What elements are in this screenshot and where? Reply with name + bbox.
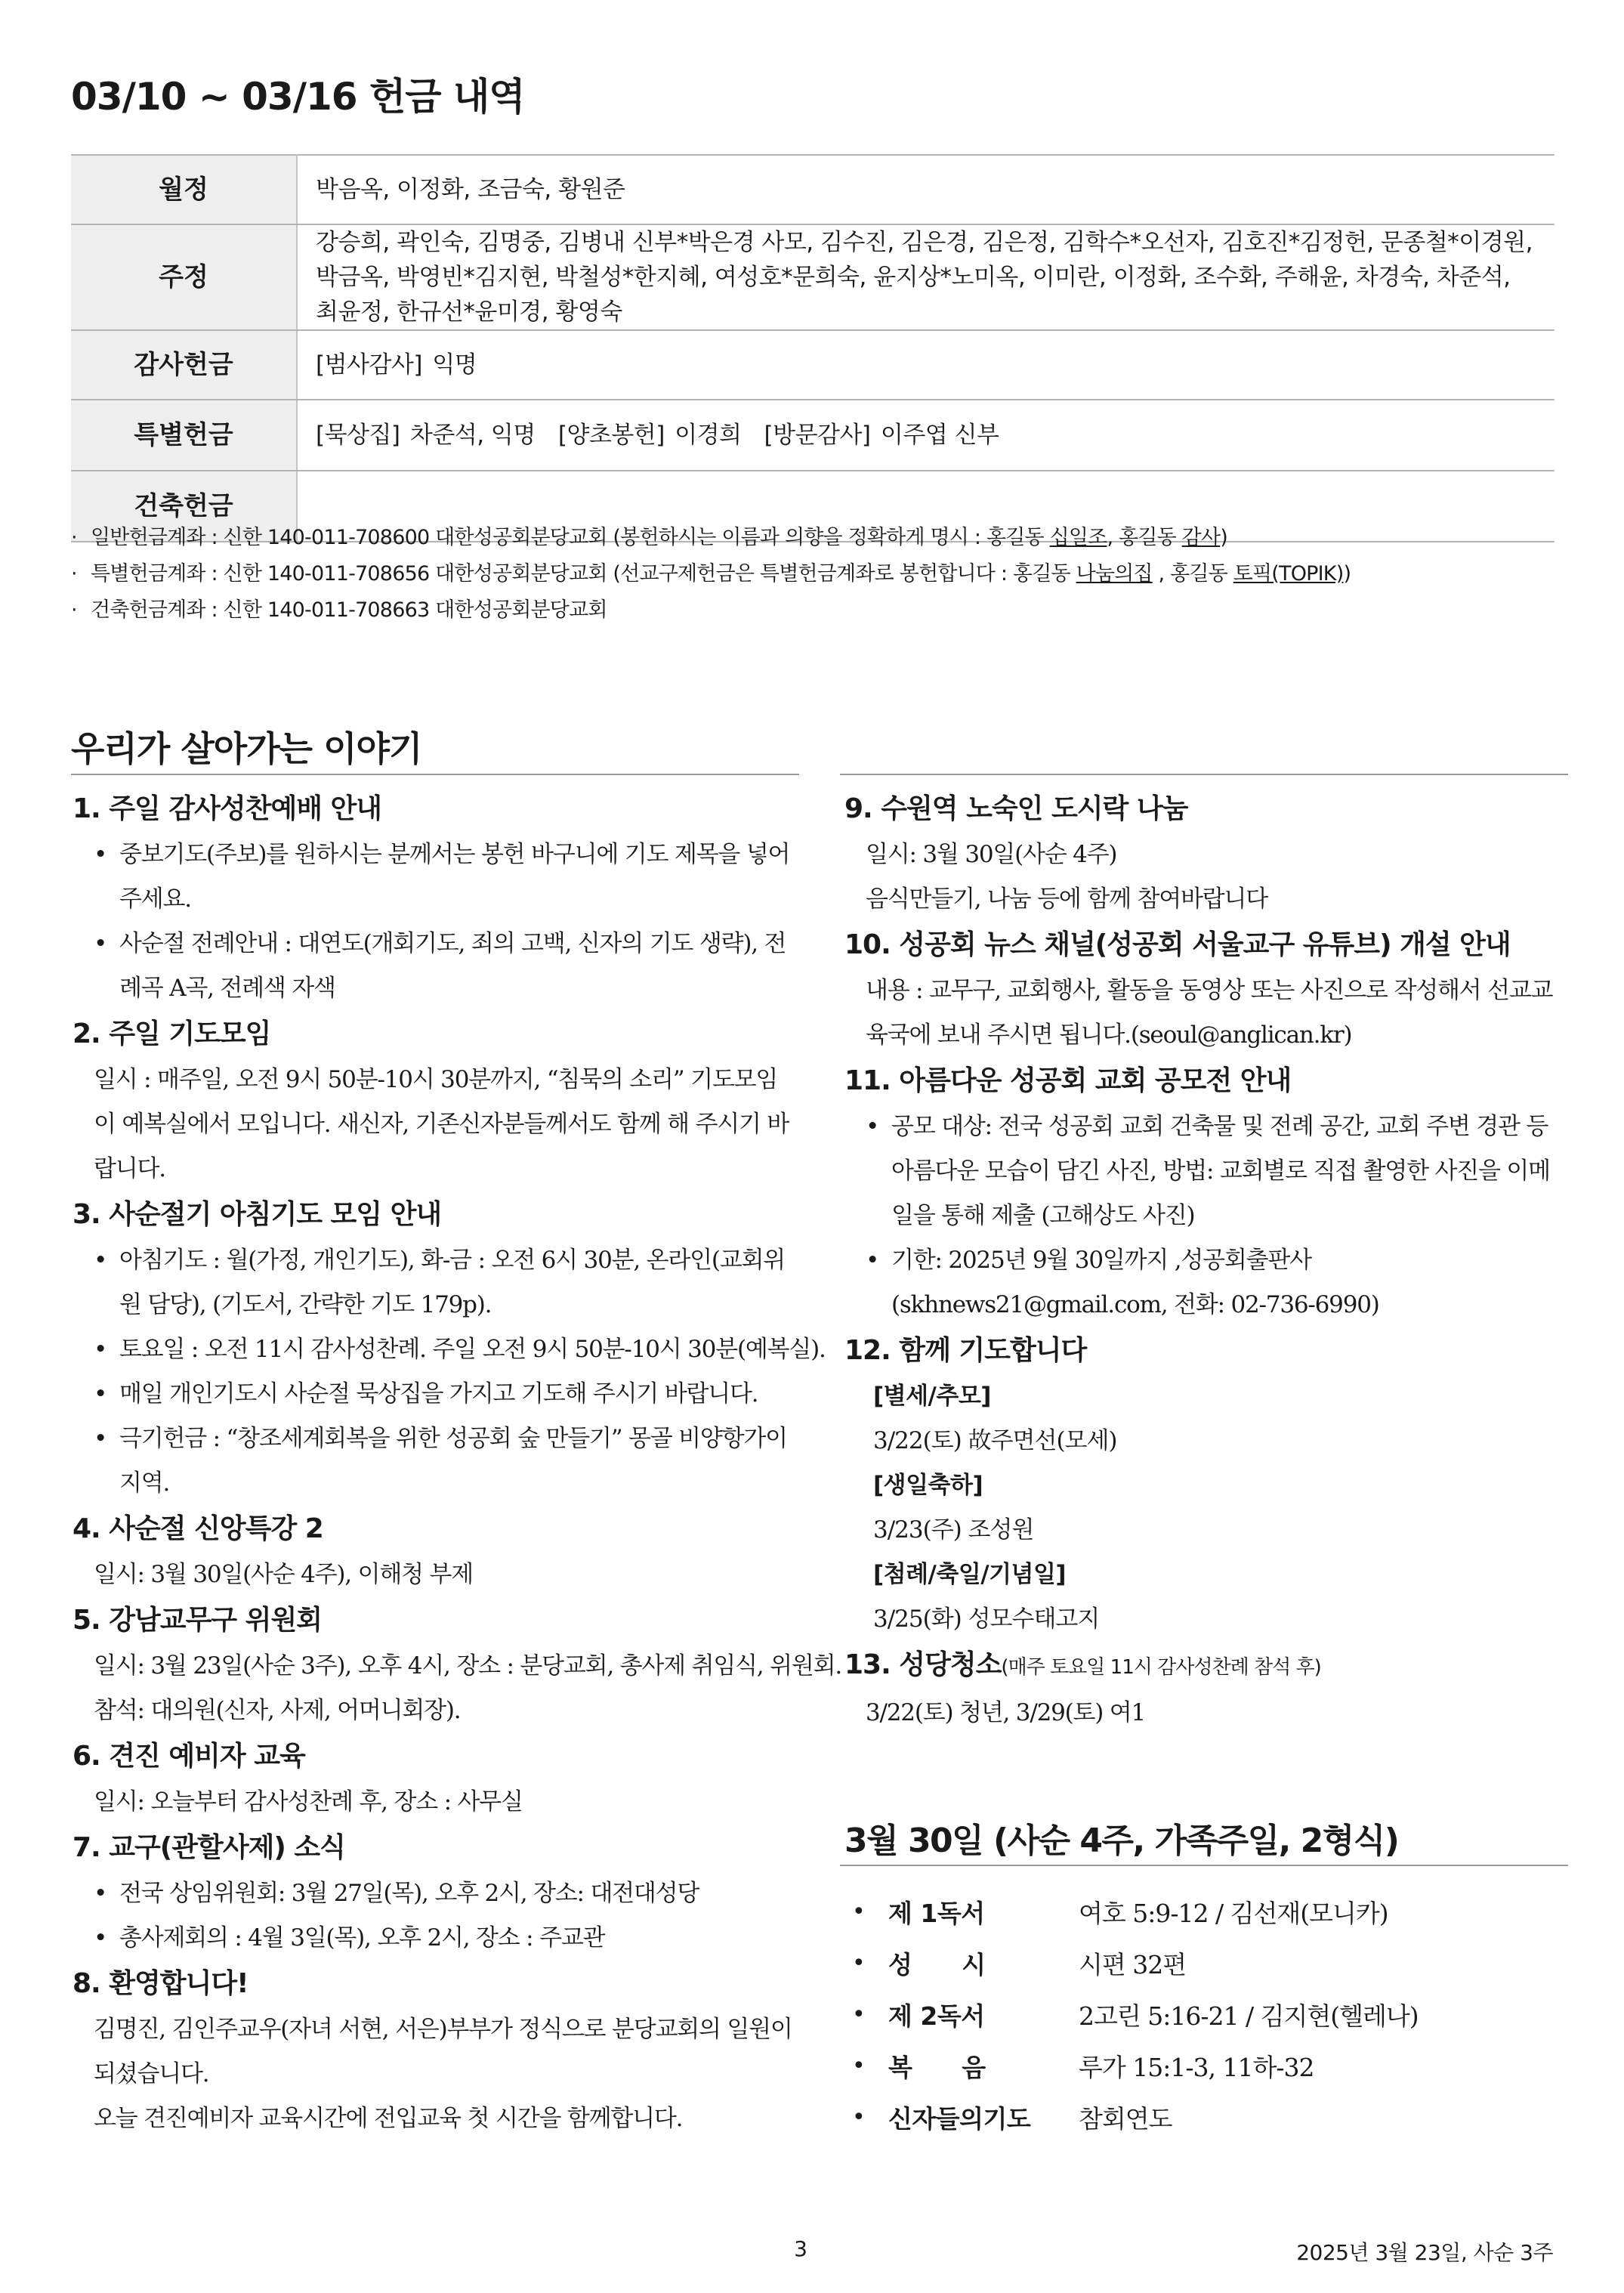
news-title: 10. 성공회 뉴스 채널(성공회 서울교구 유튜브) 개설 안내 <box>844 929 1511 960</box>
reading-row: • 제 2독서 2고린 5:16-21 / 김지현(헬레나) <box>844 1989 1570 2040</box>
news-bullet: • 극기헌금 : “창조세계회복을 위한 성공회 숲 만들기” 몽골 비양항가이 지역. <box>73 1417 798 1506</box>
news-bullet: • 아침기도 : 월(가정, 개인기도), 화-금 : 오전 6시 30분, 온라인(교회위원 담당), (기도서, 간략한 기도 179p). <box>73 1238 798 1327</box>
news-text: 일시: 3월 30일(사순 4주), 이해청 부제 <box>94 1561 474 1588</box>
news-title: 3. 사순절기 아침기도 모임 안내 <box>73 1199 442 1230</box>
news-bullet: • 중보기도(주보)를 원하시는 분께서는 봉헌 바구니에 기도 제목을 넣어주세요. <box>73 833 798 922</box>
news-text: 참석: 대의원(신자, 사제, 어머니회장). <box>94 1697 461 1724</box>
news-bullet: • 토요일 : 오전 11시 감사성찬례. 주일 오전 9시 50분-10시 30분(예복실). <box>73 1327 798 1372</box>
news-item-4 <box>73 1506 798 1597</box>
news-title: 7. 교구(관할사제) 소식 <box>73 1832 345 1863</box>
offering-value <box>297 400 1555 471</box>
reading-label: 제 1독서 <box>888 1898 985 1928</box>
reading-value: 2고린 5:16-21 / 김지현(헬레나) <box>1079 2001 1419 2031</box>
reading-label: 복 음 <box>888 2052 986 2082</box>
reading-value: 여호 5:9-12 / 김선재(모니카) <box>1079 1898 1388 1928</box>
offering-title: 03/10 ~ 03/16 헌금 내역 <box>71 75 525 119</box>
offering-label: 주정 <box>71 224 297 330</box>
news-bullet: • 사순절 전례안내 : 대연도(개회기도, 죄의 고백, 신자의 기도 생략), 전례곡 A곡, 전례색 자색 <box>73 922 798 1011</box>
offering-row-monthly <box>71 155 1555 224</box>
news-text: 일시 : 매주일, 오전 9시 50분-10시 30분까지, “침묵의 소리” 기도모임이 예복실에서 모입니다. 새신자, 기존신자분들께서도 함께 해 주시기 바랍니다. <box>94 1066 789 1182</box>
readings-list <box>844 1886 1570 2143</box>
account-note: · 건축헌금계좌 : 신한 140-011-708663 대한성공회분당교회 <box>71 598 607 622</box>
news-title: 13. 성당청소(매주 토요일 11시 감사성찬례 참석 후) <box>844 1649 1321 1680</box>
offering-row-weekly <box>71 224 1555 330</box>
reading-label: 성 시 <box>888 1949 986 1979</box>
news-item-2 <box>73 1011 798 1191</box>
news-text: 3/22(토) 청년, 3/29(토) 여1 <box>866 1699 1146 1726</box>
page-number: 3 <box>794 2236 807 2261</box>
offering-value <box>297 330 1555 400</box>
news-text: 음식만들기, 나눔 등에 함께 참여바랍니다 <box>866 885 1267 913</box>
account-notes <box>71 520 1555 629</box>
reading-value: 참회연도 <box>1079 2103 1172 2134</box>
news-text: 일시: 3월 30일(사순 4주) <box>866 841 1117 868</box>
offering-tag: [방문감사] <box>764 422 871 449</box>
footer-date: 2025년 3월 23일, 사순 3주 <box>1296 2240 1553 2265</box>
news-title: 2. 주일 기도모임 <box>73 1018 271 1049</box>
account-note: · 일반헌금계좌 : 신한 140-011-708600 대한성공회분당교회 (봉헌하시는 이름과 의향을 정확하게 명시 : 홍길동 십일조, 홍길동 감사) <box>71 526 1227 549</box>
news-item-12 <box>844 1327 1570 1642</box>
prayer-heading: [첨례/축일/기념일] <box>873 1561 1067 1588</box>
reading-value: 시편 32편 <box>1079 1949 1187 1979</box>
news-title: 12. 함께 기도합니다 <box>844 1335 1087 1366</box>
news-title: 1. 주일 감사성찬예배 안내 <box>73 793 382 824</box>
news-item-8 <box>73 1961 798 2141</box>
news-item-11 <box>844 1058 1570 1327</box>
news-title: 4. 사순절 신앙특강 2 <box>73 1513 323 1544</box>
news-item-3 <box>73 1191 826 1506</box>
reading-row: • 성 시 시편 32편 <box>844 1937 1570 1989</box>
news-text: 일시: 오늘부터 감사성찬례 후, 장소 : 사무실 <box>94 1788 523 1816</box>
prayer-entry: 3/25(화) 성모수태고지 <box>873 1605 1100 1633</box>
offering-label: 건축헌금 <box>71 471 297 542</box>
news-column-right <box>844 786 1570 1735</box>
offering-table <box>71 154 1555 542</box>
offering-value: 박음옥, 이정화, 조금숙, 황원준 <box>297 155 1555 224</box>
news-item-10 <box>844 922 1570 1058</box>
reading-label: 신자들의기도 <box>888 2103 1031 2134</box>
offering-row-special <box>71 400 1555 471</box>
news-item-9 <box>844 786 1570 922</box>
news-bullet: • 매일 개인기도시 사순절 묵상집을 가지고 기도해 주시기 바랍니다. <box>73 1372 798 1417</box>
prayer-heading: [생일축하] <box>873 1472 983 1499</box>
reading-label: 제 2독서 <box>888 2001 985 2031</box>
account-note: · 특별헌금계좌 : 신한 140-011-708656 대한성공회분당교회 (선교구제헌금은 특별헌금계좌로 봉헌합니다 : 홍길동 나눔의집 , 홍길동 토픽(TOPIK)) <box>71 562 1351 586</box>
news-title: 11. 아름다운 성공회 교회 공모전 안내 <box>844 1065 1292 1096</box>
offering-label: 감사헌금 <box>71 330 297 400</box>
news-bullet: • 총사제회의 : 4월 3일(목), 오후 2시, 장소 : 주교관 <box>73 1916 798 1961</box>
offering-donor: 이주엽 신부 <box>880 422 999 449</box>
offering-value: 강승희, 곽인숙, 김명중, 김병내 신부*박은경 사모, 김수진, 김은경, 김은정, 김학수*오선자, 김호진*김정헌, 문종철*이경원, 박금옥, 박영빈*김지현, 박철성*한지혜, 여성호*문희숙, 윤지상*노미옥, 이미란, 이정화, 조수화, 주해윤, 차경숙, 차준석, 최윤정, 한규선*윤미경, 황영숙 <box>297 224 1555 330</box>
prayer-heading: [별세/추모] <box>873 1383 991 1410</box>
news-title: 9. 수원역 노숙인 도시락 나눔 <box>844 793 1188 824</box>
news-title: 6. 견진 예비자 교육 <box>73 1741 305 1772</box>
divider <box>840 1865 1568 1866</box>
readings-title: 3월 30일 (사순 4주, 가족주일, 2형식) <box>844 1822 1399 1860</box>
news-item-5 <box>73 1597 842 1733</box>
offering-tag: [범사감사] <box>316 351 422 379</box>
news-bullet: • 기한: 2025년 9월 30일까지 ,성공회출판사(skhnews21@gmail.com, 전화: 02-736-6990) <box>844 1238 1570 1327</box>
offering-donor: 익명 <box>432 351 477 379</box>
offering-label: 특별헌금 <box>71 400 297 471</box>
news-item-7 <box>73 1825 798 1961</box>
news-column-left <box>73 786 842 2141</box>
news-item-1 <box>73 786 798 1011</box>
news-item-13 <box>844 1642 1570 1735</box>
reading-row: • 신자들의기도 참회연도 <box>844 2091 1570 2143</box>
reading-value: 루가 15:1-3, 11하-32 <box>1079 2052 1314 2082</box>
stories-title: 우리가 살아가는 이야기 <box>71 728 422 769</box>
reading-row: • 제 1독서 여호 5:9-12 / 김선재(모니카) <box>844 1886 1570 1937</box>
prayer-entry: 3/23(주) 조성원 <box>873 1516 1034 1544</box>
reading-row: • 복 음 루가 15:1-3, 11하-32 <box>844 2040 1570 2091</box>
news-text: 일시: 3월 23일(사순 3주), 오후 4시, 장소 : 분당교회, 총사제 취임식, 위원회. <box>94 1652 842 1680</box>
offering-donor: 이경희 <box>675 422 742 449</box>
offering-donor: 차준석, 익명 <box>409 422 536 449</box>
divider <box>71 774 799 775</box>
news-title: 8. 환영합니다! <box>73 1968 249 1999</box>
news-text: 김명진, 김인주교우(자녀 서현, 서은)부부가 정식으로 분당교회의 일원이 되셨습니다. <box>94 2016 792 2087</box>
news-bullet: • 공모 대상: 전국 성공회 교회 건축물 및 전례 공간, 교회 주변 경관 등 아름다운 모습이 담긴 사진, 방법: 교회별로 직접 촬영한 사진을 이메일을 통해 제출 (고해상도 사진) <box>844 1105 1570 1238</box>
prayer-entry: 3/22(토) 故주면선(모세) <box>873 1427 1117 1454</box>
news-item-6 <box>73 1733 798 1825</box>
offering-tag: [양초봉헌] <box>557 422 665 449</box>
offering-tag: [묵상집] <box>316 422 400 449</box>
news-bullet: • 전국 상임위원회: 3월 27일(목), 오후 2시, 장소: 대전대성당 <box>73 1871 798 1916</box>
news-text: 내용 : 교무구, 교회행사, 활동을 동영상 또는 사진으로 작성해서 선교교육국에 보내 주시면 됩니다.(seoul@anglican.kr) <box>866 977 1553 1049</box>
offering-label: 월정 <box>71 155 297 224</box>
news-title: 5. 강남교무구 위원회 <box>73 1605 322 1636</box>
divider <box>840 774 1568 775</box>
news-text: 오늘 견진예비자 교육시간에 전입교육 첫 시간을 함께합니다. <box>94 2105 683 2132</box>
offering-row-thanks <box>71 330 1555 400</box>
